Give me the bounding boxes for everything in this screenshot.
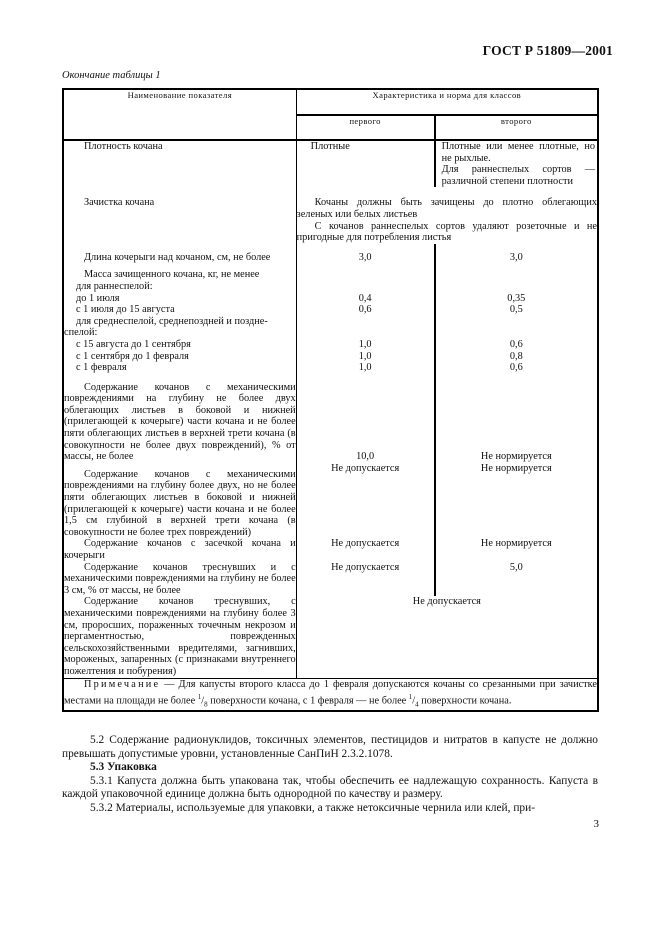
value-class2: 5,0 bbox=[509, 561, 523, 573]
value-merged bbox=[296, 187, 598, 243]
paragraph-5-2: 5.2 Содержание радионуклидов, токсичных элементов, пестицидов и нитратов в капусте не должно превышать допустимые уровни, установленные СанПиН 2.3.2.1078. bbox=[62, 734, 598, 760]
value: 0,6 bbox=[358, 304, 372, 316]
quality-table bbox=[62, 88, 599, 712]
value: 0,8 bbox=[509, 350, 523, 362]
row-sublabel: до 1 июля bbox=[76, 292, 120, 304]
body-text bbox=[62, 734, 598, 816]
value: 1,0 bbox=[358, 338, 372, 350]
value-class2-line: Для раннеспелых сортов — различной степени плотности bbox=[441, 164, 595, 187]
header-class-group: Характеристика и норма для классов bbox=[296, 89, 598, 115]
value-class1: Не допускается bbox=[296, 538, 434, 561]
value: 0,6 bbox=[509, 338, 523, 350]
table-row-notch bbox=[63, 538, 598, 561]
value: 1,0 bbox=[358, 350, 372, 362]
row-name: Содержание кочанов с засечкой кочана и кочерыги bbox=[64, 538, 296, 561]
table-row-mass bbox=[63, 263, 598, 373]
paragraph-5-3-2: 5.3.2 Материалы, используемые для упаковки, а также нетоксичные чернила или клей, при- bbox=[90, 801, 536, 814]
fraction-denominator: 8 bbox=[204, 700, 208, 708]
value-class2: Не нормируется bbox=[480, 538, 552, 550]
table-caption: Окончание таблицы 1 bbox=[62, 70, 161, 81]
page-number: 3 bbox=[593, 818, 599, 830]
value-merged: Не допускается bbox=[412, 596, 481, 608]
table-row-stump-length bbox=[63, 244, 598, 264]
value-class1: 3,0 bbox=[296, 244, 434, 264]
note-text: поверхности кочана, с 1 февраля — не более bbox=[207, 694, 409, 706]
merged-paragraph: Кочаны должны быть зачищены до плотно облегающих зеленых или белых листьев bbox=[296, 197, 597, 220]
table-note-row bbox=[63, 678, 598, 711]
row-name: Плотность кочана bbox=[84, 141, 163, 152]
row-name: Содержание кочанов с механическими повреждениями на глубину более двух, но не более пяти облегающих листьев в боковой и нижней (прилегающей к кочерыге) части кочана и не более 1,5 см глубиной в верхней трети кочана (в совокупности не более трех повреждений) bbox=[64, 468, 296, 538]
paragraph-5-3-1: 5.3.1 Капуста должна быть упакована так, чтобы обеспечить ее надлежащую сохранность. Капуста в каждой упаковочной единице должна быть однородной по качеству и размеру. bbox=[62, 774, 598, 801]
value-class2: Не нормируется bbox=[480, 462, 552, 474]
table-row-density bbox=[63, 140, 598, 187]
row-sublabel: спелой: bbox=[64, 327, 98, 339]
table-row-damage-light bbox=[63, 374, 598, 463]
value-class2: 3,0 bbox=[509, 251, 523, 263]
value: 0,6 bbox=[509, 362, 523, 374]
value-class2-line: Плотные или менее плотные, но не рыхлые. bbox=[441, 141, 595, 164]
row-sublabel: с 15 августа до 1 сентября bbox=[76, 338, 191, 350]
row-sublabel: с 1 февраля bbox=[76, 362, 127, 374]
row-name: Зачистка кочана bbox=[84, 197, 155, 209]
value: 1,0 bbox=[358, 362, 372, 374]
value-class2-list bbox=[435, 263, 598, 373]
heading-5-3: 5.3 Упаковка bbox=[90, 761, 157, 774]
table-row-damage-medium bbox=[63, 463, 598, 539]
row-sublabel: для раннеспелой: bbox=[76, 280, 153, 292]
row-name: Содержание кочанов треснувших, с механическими повреждениями на глубину более 3 см, проросших, пораженных точечным некрозом и пергаментностью, поврежденных сельскохозяйственными вредителями, загнивших, мороженых, запаренных (с признаками внутреннего пожелтения и побурения) bbox=[64, 596, 296, 677]
fraction-numerator: 1 bbox=[197, 692, 202, 701]
note-text: — Для капусты второго класса до 1 февраля допускаются кочаны со срезанными при зачистке местами на площади не более bbox=[64, 678, 597, 706]
row-sublabel: с 1 июля до 15 августа bbox=[76, 304, 175, 316]
table-note: Примечание — Для капусты второго класса до 1 февраля допускаются кочаны со срезанными при зачистке местами на площади не более $^1/_8$ поверхности кочана, с 1 февраля — не более $^1/_4$ поверхности кочана. bbox=[63, 678, 598, 711]
header-class-second: второго bbox=[435, 115, 598, 140]
value: 0,35 bbox=[507, 292, 526, 304]
row-name: Содержание кочанов с механическими повреждениями на глубину не более двух облегающих листьев в боковой и нижней (прилегающей к кочерыге) части кочана и не более пяти облегающих листьев в верхней трети кочана (в совокупности не более двух повреждений), % от массы, не более bbox=[64, 381, 296, 463]
value-class1: 10,0 bbox=[296, 374, 434, 463]
header-class-first: первого bbox=[296, 115, 434, 140]
value-class1-list bbox=[296, 263, 434, 373]
row-sublabel: с 1 сентября до 1 февраля bbox=[76, 350, 189, 362]
fraction-numerator: 1 bbox=[408, 692, 413, 701]
value-class1: Плотные bbox=[296, 140, 434, 187]
row-name: Содержание кочанов треснувших и с механическими повреждениями на глубину не более 3 см, % от массы, не более bbox=[64, 561, 296, 596]
value: 0,4 bbox=[358, 292, 372, 304]
note-text: поверхности кочана. bbox=[418, 694, 512, 706]
value: 0,5 bbox=[509, 304, 523, 316]
table-row-cleaning bbox=[63, 187, 598, 243]
note-label: Примечание bbox=[84, 678, 161, 690]
row-name: Длина кочерыги над кочаном, см, не более bbox=[84, 251, 271, 263]
value-class1: Не допускается bbox=[296, 463, 434, 539]
merged-paragraph: С кочанов раннеспелых сортов удаляют розеточные и не пригодные для потребления листья bbox=[296, 220, 597, 244]
value-class1: Не допускается bbox=[296, 562, 434, 597]
value-class2: Не нормируется bbox=[480, 451, 552, 463]
row-name: Масса зачищенного кочана, кг, не менее bbox=[84, 269, 260, 281]
value-class2 bbox=[435, 140, 598, 187]
row-sublabel: для среднеспелой, среднепоздней и поздне- bbox=[76, 315, 268, 327]
document-header: ГОСТ Р 51809—2001 bbox=[482, 43, 613, 58]
fraction-denominator: 4 bbox=[415, 700, 419, 708]
header-indicator-name: Наименование показателя bbox=[63, 89, 296, 140]
table-row-cracked-3cm bbox=[63, 562, 598, 597]
table-row-cracked-severe bbox=[63, 596, 598, 678]
